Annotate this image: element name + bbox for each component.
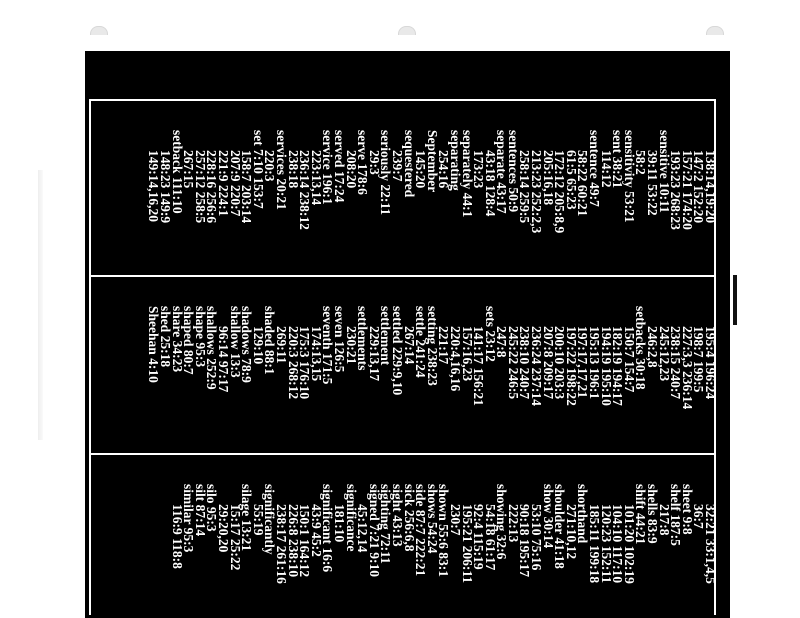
- index-entry: separating: [447, 130, 463, 191]
- index-entry: sets 23:12: [482, 306, 498, 362]
- index-entry: sensitivity 53:21: [621, 130, 637, 223]
- index-entry: shaped 80:7: [181, 306, 197, 375]
- index-subentry: 208:20: [343, 150, 359, 189]
- index-subentry: 230:21: [343, 326, 359, 365]
- index-subentry: 194:19 195:10: [598, 326, 614, 406]
- index-subentry: 198:7 199:5: [691, 326, 707, 393]
- index-column-3: [0, 456, 716, 616]
- index-subentry: 271:10,12: [563, 504, 579, 560]
- index-subentry: 39:11 53:22: [645, 150, 661, 216]
- index-subentry: 29:20,20: [216, 504, 232, 553]
- index-entry: Sheehan 4:10: [146, 306, 162, 383]
- index-entry: signed 7:21 9:10: [366, 484, 382, 578]
- index-entry: settled 229:9,10: [389, 306, 405, 396]
- index-subentry: 96:14 97:17: [216, 326, 232, 393]
- index-entry: significantly: [262, 484, 278, 555]
- index-subentry: 149:14,16,20: [146, 150, 162, 222]
- index-subentry: 223:13,14: [308, 150, 324, 206]
- index-entry: share 34:23: [169, 306, 185, 373]
- index-column-3-lines: [171, 484, 716, 584]
- index-entry: silo 95:3: [204, 484, 220, 532]
- index-subentry: 58:22 60:21: [575, 150, 591, 217]
- index-entry: shaded 88:1: [262, 306, 278, 375]
- index-subentry: 247:8: [494, 326, 510, 358]
- index-subentry: 207:8 209:17: [540, 326, 556, 400]
- index-subentry: 181:10: [332, 504, 347, 543]
- punch-hole-center: [398, 26, 416, 35]
- index-subentry: 36:7: [691, 504, 707, 529]
- index-entry: setbacks 30:18: [633, 306, 649, 390]
- index-subentry: 116:9 118:8: [169, 504, 185, 569]
- index-entry: sentences 50:9: [505, 130, 521, 213]
- index-entry: shown 55:6 83:1: [436, 484, 452, 578]
- index-entry: showing 32:6: [494, 484, 510, 560]
- index-subentry: 157:16,23: [459, 326, 475, 382]
- index-entry: served 17:24: [332, 130, 347, 203]
- index-subentry: 55:19: [250, 504, 266, 536]
- top-margin-band: [85, 51, 730, 101]
- index-entry: sent 38:21: [610, 130, 626, 189]
- index-subentry: 195:21 206:11: [459, 504, 475, 584]
- index-column-2: [0, 278, 716, 456]
- index-subentry: 141:17 156:21: [471, 326, 487, 406]
- index-subentry: 236:14 238:12: [297, 150, 313, 230]
- index-entry: settlements: [355, 306, 371, 371]
- index-entry: shed 25:18: [158, 306, 174, 368]
- index-entry: shows 54:24: [424, 484, 440, 554]
- index-subentry: 205:16,18: [540, 150, 556, 206]
- index-subentry: 158:7 203:14: [239, 150, 255, 224]
- index-subentry: 53:10 75:16: [529, 504, 545, 571]
- index-subentry: 92:4 115:19: [471, 504, 487, 570]
- index-subentry: 157:21 174:20: [679, 150, 695, 230]
- index-entry: show 30:14: [540, 484, 556, 549]
- index-subentry: 238:15 240:7: [668, 326, 684, 400]
- index-subentry: 43:18 128:4: [482, 150, 498, 217]
- index-entry: sequestered: [401, 130, 417, 198]
- index-subentry: 229:13,17: [366, 326, 382, 382]
- index-entry: sheet 9:8: [679, 484, 695, 535]
- index-entry: service 196:1: [320, 130, 336, 205]
- index-entry: shoulder 41:18: [552, 484, 568, 569]
- index-subentry: 104:10 117:10: [610, 504, 626, 584]
- index-entry: silage 13:21: [239, 484, 255, 552]
- index-entry: significance: [343, 484, 359, 552]
- index-entry: shelf 187:5: [668, 484, 684, 546]
- index-column-1-lines: [148, 130, 716, 233]
- index-subentry: 185:11 199:18: [587, 504, 603, 584]
- index-entry: seriously 22:11: [378, 130, 394, 216]
- index-subentry: 254:16: [436, 150, 452, 189]
- index-entry: set 7:10 153:7: [250, 130, 266, 209]
- index-subentry: 239:7: [389, 150, 405, 182]
- index-entry: settlement: [378, 306, 394, 366]
- index-subentry: 220:4,16,16: [447, 326, 463, 392]
- index-entry: services 20:21: [274, 130, 290, 210]
- index-subentry: 182:19 194:17: [610, 326, 626, 406]
- index-entry: side 87:7 222:21: [413, 484, 429, 577]
- punch-hole-right: [706, 26, 724, 35]
- index-entry: shift 44:21: [633, 484, 649, 545]
- index-subentry: 174:13,15: [308, 326, 324, 382]
- index-subentry: 101:20 102:19: [621, 504, 637, 584]
- index-subentry: 175:3 176:10: [297, 326, 313, 400]
- index-subentry: 138:14,19:20: [703, 150, 718, 224]
- index-subentry: 246:2,8: [645, 326, 661, 368]
- index-entry: sight 43:13: [389, 484, 405, 547]
- index-subentry: 120:23 152:11: [598, 504, 614, 584]
- index-subentry: 43:9 45:2: [308, 504, 324, 557]
- index-entry: sick 256:6,8: [401, 484, 417, 552]
- index-subentry: 129:10: [250, 326, 266, 365]
- index-subentry: 238:17 261:16: [274, 504, 290, 584]
- index-subentry: 150:1 164:12: [297, 504, 313, 578]
- edge-tick-mark: [733, 275, 737, 325]
- index-subentry: 197:17,17,21: [575, 326, 591, 398]
- index-subentry: 145:20: [413, 150, 429, 189]
- index-entry: shells 83:9: [645, 484, 661, 544]
- index-entry: setback 111:10: [169, 130, 185, 214]
- index-entry: separate 43:17: [494, 130, 510, 214]
- index-subentry: 29:3: [366, 150, 382, 175]
- index-subentry: 221:17: [436, 326, 452, 365]
- index-subentry: 193:23 268:23: [668, 150, 684, 230]
- index-entry: shape 95:3: [192, 306, 208, 368]
- index-subentry: 227:3,3 236:14: [679, 326, 695, 410]
- index-subentry: 90:18 195:17: [517, 504, 533, 578]
- index-subentry: 213:23 252:2,3: [529, 150, 545, 234]
- index-subentry: 258:14 259:5: [517, 150, 533, 224]
- index-subentry: 172:12 205:8,9: [552, 150, 568, 234]
- index-subentry: 226:8 238:10: [285, 504, 301, 578]
- index-subentry: 220:3: [262, 150, 278, 182]
- index-subentry: 217:8: [656, 504, 672, 536]
- index-subentry: 147:2 152:20: [691, 150, 707, 224]
- index-subentry: 150:7 154:7: [621, 326, 637, 393]
- index-entry: setting 238:23: [424, 306, 440, 386]
- index-subentry: 257:12 258:5: [192, 150, 208, 224]
- index-subentry: 200:10 203:3: [552, 326, 568, 400]
- index-entry: shallow 13:3: [227, 306, 243, 378]
- index-subentry: 228:16 256:6: [204, 150, 220, 224]
- index-subentry: 236:24 237:14: [529, 326, 545, 406]
- index-entry: sentence 49:7: [587, 130, 603, 207]
- index-subentry: 230:7: [447, 504, 463, 536]
- index-subentry: 61:5 65:23: [563, 150, 579, 210]
- index-subentry: 269:11: [274, 326, 290, 364]
- index-entry: significant 16:6: [320, 484, 336, 573]
- index-entry: shadows 78:9: [239, 306, 255, 383]
- index-subentry: 245:22 246:5: [505, 326, 521, 400]
- index-entry: September: [424, 130, 440, 193]
- index-subentry: 54:18 61:17: [482, 504, 498, 571]
- index-subentry: 245:12,23: [656, 326, 672, 382]
- index-entry: shorthand: [575, 484, 591, 544]
- punch-hole-left: [90, 26, 108, 35]
- index-subentry: 173:23: [471, 150, 487, 189]
- index-subentry: 32:21 33:1,4,5: [703, 504, 718, 584]
- index-entry: settle 241:24: [413, 306, 429, 378]
- index-entry: sensitive 10:11: [656, 130, 672, 213]
- index-subentry: 267:14: [401, 326, 417, 365]
- index-column-1: [0, 100, 716, 278]
- index-column-2-lines: [148, 306, 716, 409]
- index-subentry: 220:3 268:12: [285, 326, 301, 400]
- index-subentry: 195:13 196:1: [587, 326, 603, 400]
- index-subentry: 267:15: [181, 150, 197, 189]
- index-subentry: 114:12: [598, 150, 614, 188]
- index-entry: silt 87:14: [192, 484, 208, 537]
- index-entry: seven 126:5: [332, 306, 347, 373]
- index-entry: similar 95:3: [181, 484, 197, 553]
- index-subentry: 238:10 240:7: [517, 326, 533, 400]
- index-entry: shallows 252:9: [204, 306, 220, 390]
- index-subentry: 195:4 196:24: [703, 326, 718, 400]
- index-subentry: 222:13: [505, 504, 521, 543]
- index-subentry: 207:9 220:7: [227, 150, 243, 217]
- index-entry: serve 178:6: [355, 130, 371, 195]
- index-entry: seventh 171:5: [320, 306, 336, 385]
- index-subentry: 197:22 198:22: [563, 326, 579, 406]
- index-subentry: 45:12,14: [355, 504, 371, 553]
- index-subentry: 15:17 25:22: [227, 504, 243, 571]
- index-entry: sighting 72:11: [378, 484, 394, 564]
- index-subentry: 238:18: [285, 150, 301, 189]
- index-subentry: 148:23 149:9: [158, 150, 174, 224]
- index-subentry: 58:2: [633, 150, 649, 175]
- index-entry: separately 44:1: [459, 130, 475, 218]
- index-subentry: 221:9 224:1: [216, 150, 232, 217]
